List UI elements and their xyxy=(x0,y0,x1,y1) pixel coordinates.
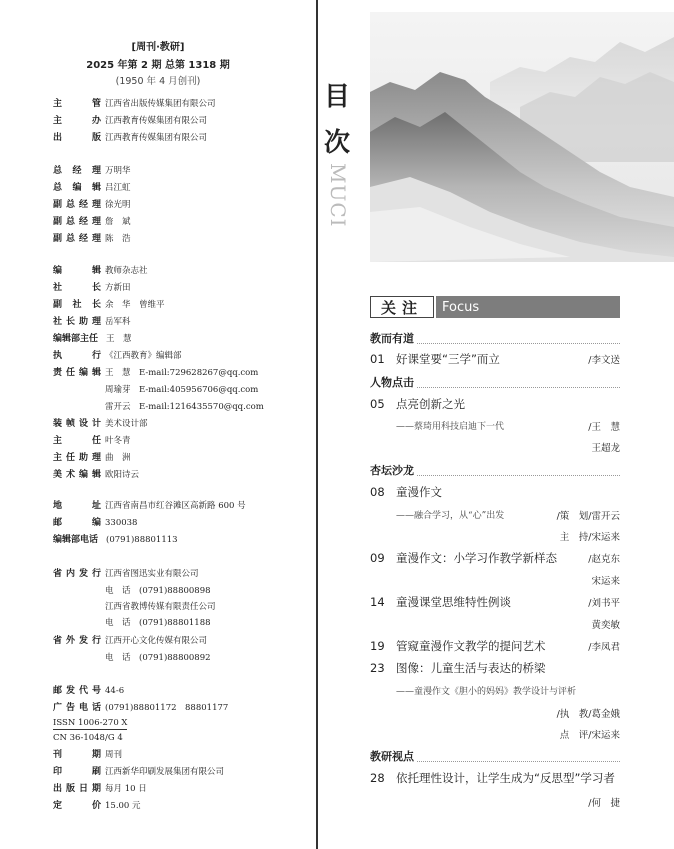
article-author: 王超龙 xyxy=(591,443,620,454)
page-title-pinyin: MUCI xyxy=(326,163,350,228)
ink-landscape-illustration xyxy=(370,12,674,262)
cn-number: CN 36-1048/G 4 xyxy=(53,733,123,743)
management-row: 副总经理 詹 斌 xyxy=(53,217,131,227)
founded-date: (1950 年 4 月创刊) xyxy=(115,76,201,87)
contact-row: 邮 编 330038 xyxy=(53,518,138,528)
article-title[interactable]: 09 童漫作文：小学习作教学新样态 xyxy=(370,551,557,565)
page-title-ci: 次 xyxy=(324,128,351,158)
postal-code: 邮发代号 44-6 xyxy=(53,686,125,696)
issn: ISSN 1006-270 X xyxy=(53,718,128,728)
article-author: /执 教/葛金娥 xyxy=(556,709,620,720)
publishing-row: 印 刷 江西新华印刷发展集团有限公司 xyxy=(53,767,225,777)
article-author: /李文送 xyxy=(588,355,620,366)
editorial-row: 编辑部主任 王 慧 xyxy=(53,334,132,344)
article-author: 点 评/宋运来 xyxy=(559,730,620,741)
design-row: 主 任 叶冬青 xyxy=(53,436,131,446)
article-title[interactable]: 08 童漫作文 xyxy=(370,485,442,499)
article-author: /策 划/雷开云 xyxy=(556,511,620,522)
article-subtitle: ——童漫作文《胆小的妈妈》教学设计与评析 xyxy=(396,687,577,697)
sponsor-row: 出 版 江西教育传媒集团有限公司 xyxy=(53,133,208,143)
section-heading: 教而有道 xyxy=(370,330,620,346)
periodical-type: [周刊·教研] xyxy=(131,42,185,53)
domestic-distribution: 省内发行 江西省图迅实业有限公司 xyxy=(53,569,199,579)
management-row: 总经理 万明华 xyxy=(53,166,131,176)
responsible-editor: 周瑜芽 E-mail:405956706@qq.com xyxy=(105,385,259,395)
focus-label-en: Focus xyxy=(436,296,620,318)
design-row: 装帧设计 美术设计部 xyxy=(53,419,148,429)
page-title-mu: 目 xyxy=(324,82,351,112)
responsible-editors: 责任编辑 王 慧 E-mail:729628267@qq.com xyxy=(53,368,259,378)
article-author: 宋运来 xyxy=(591,576,620,587)
editorial-row: 编 辑 教师杂志社 xyxy=(53,266,148,276)
responsible-editor: 雷开云 E-mail:1216435570@qq.com xyxy=(105,402,264,412)
domestic-line: 电 话 (0791)88801188 xyxy=(105,618,211,628)
issue-number: 2025 年第 2 期 总第 1318 期 xyxy=(86,60,230,71)
editorial-row: 社 长 方新田 xyxy=(53,283,131,293)
article-title[interactable]: 14 童漫课堂思维特性例谈 xyxy=(370,595,511,609)
article-author: /何 捷 xyxy=(588,798,620,809)
contact-row: 编辑部电话 (0791)88801113 xyxy=(53,535,178,545)
editorial-row: 执 行 《江西教育》编辑部 xyxy=(53,351,182,361)
editorial-row: 社长助理 岳军科 xyxy=(53,317,131,327)
focus-banner xyxy=(370,296,620,320)
publishing-row: 定 价 15.00 元 xyxy=(53,801,141,811)
article-title[interactable]: 19 管窥童漫作文教学的提问艺术 xyxy=(370,639,546,653)
column-divider xyxy=(316,0,318,849)
article-title[interactable]: 23 图像：儿童生活与表达的桥梁 xyxy=(370,661,546,675)
design-row: 美术编辑 欧阳诗云 xyxy=(53,470,140,480)
management-row: 副总经理 徐光明 xyxy=(53,200,131,210)
editorial-row: 副社长 余 华 曾维平 xyxy=(53,300,165,310)
publishing-row: 出版日期 每月 10 日 xyxy=(53,784,147,794)
article-author: /刘书平 xyxy=(588,598,620,609)
publishing-row: 刊 期 周刊 xyxy=(53,750,123,760)
management-row: 总编辑 吕江虹 xyxy=(53,183,131,193)
contact-row: 地 址 江西省南昌市红谷滩区高新路 600 号 xyxy=(53,501,246,511)
focus-label-cn: 关注 xyxy=(370,296,434,318)
section-heading: 教研视点 xyxy=(370,748,620,764)
article-author: /李凤君 xyxy=(588,642,620,653)
outside-distribution: 省外发行 江西开心文化传媒有限公司 xyxy=(53,636,208,646)
article-subtitle: ——融合学习，从“心”出发 xyxy=(396,511,505,521)
article-author: 黄奕敏 xyxy=(591,620,620,631)
design-row: 主任助理 曲 洲 xyxy=(53,453,131,463)
ad-phone: 广告电话 (0791)88801172 88801177 xyxy=(53,703,229,713)
domestic-line: 江西省教博传媒有限责任公司 xyxy=(105,602,216,612)
article-title[interactable]: 05 点亮创新之光 xyxy=(370,397,465,411)
management-row: 副总经理 陈 浩 xyxy=(53,234,131,244)
section-heading: 杏坛沙龙 xyxy=(370,462,620,478)
article-author: /赵克东 xyxy=(588,554,620,565)
sponsor-row: 主 管 江西省出版传媒集团有限公司 xyxy=(53,99,216,109)
masthead-column xyxy=(0,0,316,849)
outside-line: 电 话 (0791)88800892 xyxy=(105,653,211,663)
article-author: /王 慧 xyxy=(588,422,620,433)
article-title[interactable]: 28 依托理性设计，让学生成为“反思型”学习者 xyxy=(370,771,615,785)
article-author: 主 持/宋运来 xyxy=(559,532,620,543)
article-subtitle: ——蔡琦用科技启迪下一代 xyxy=(396,422,505,432)
sponsor-row: 主 办 江西教育传媒集团有限公司 xyxy=(53,116,208,126)
article-title[interactable]: 01 好课堂要“三学”而立 xyxy=(370,352,500,366)
section-heading: 人物点击 xyxy=(370,374,620,390)
domestic-line: 电 话 (0791)88800898 xyxy=(105,586,211,596)
